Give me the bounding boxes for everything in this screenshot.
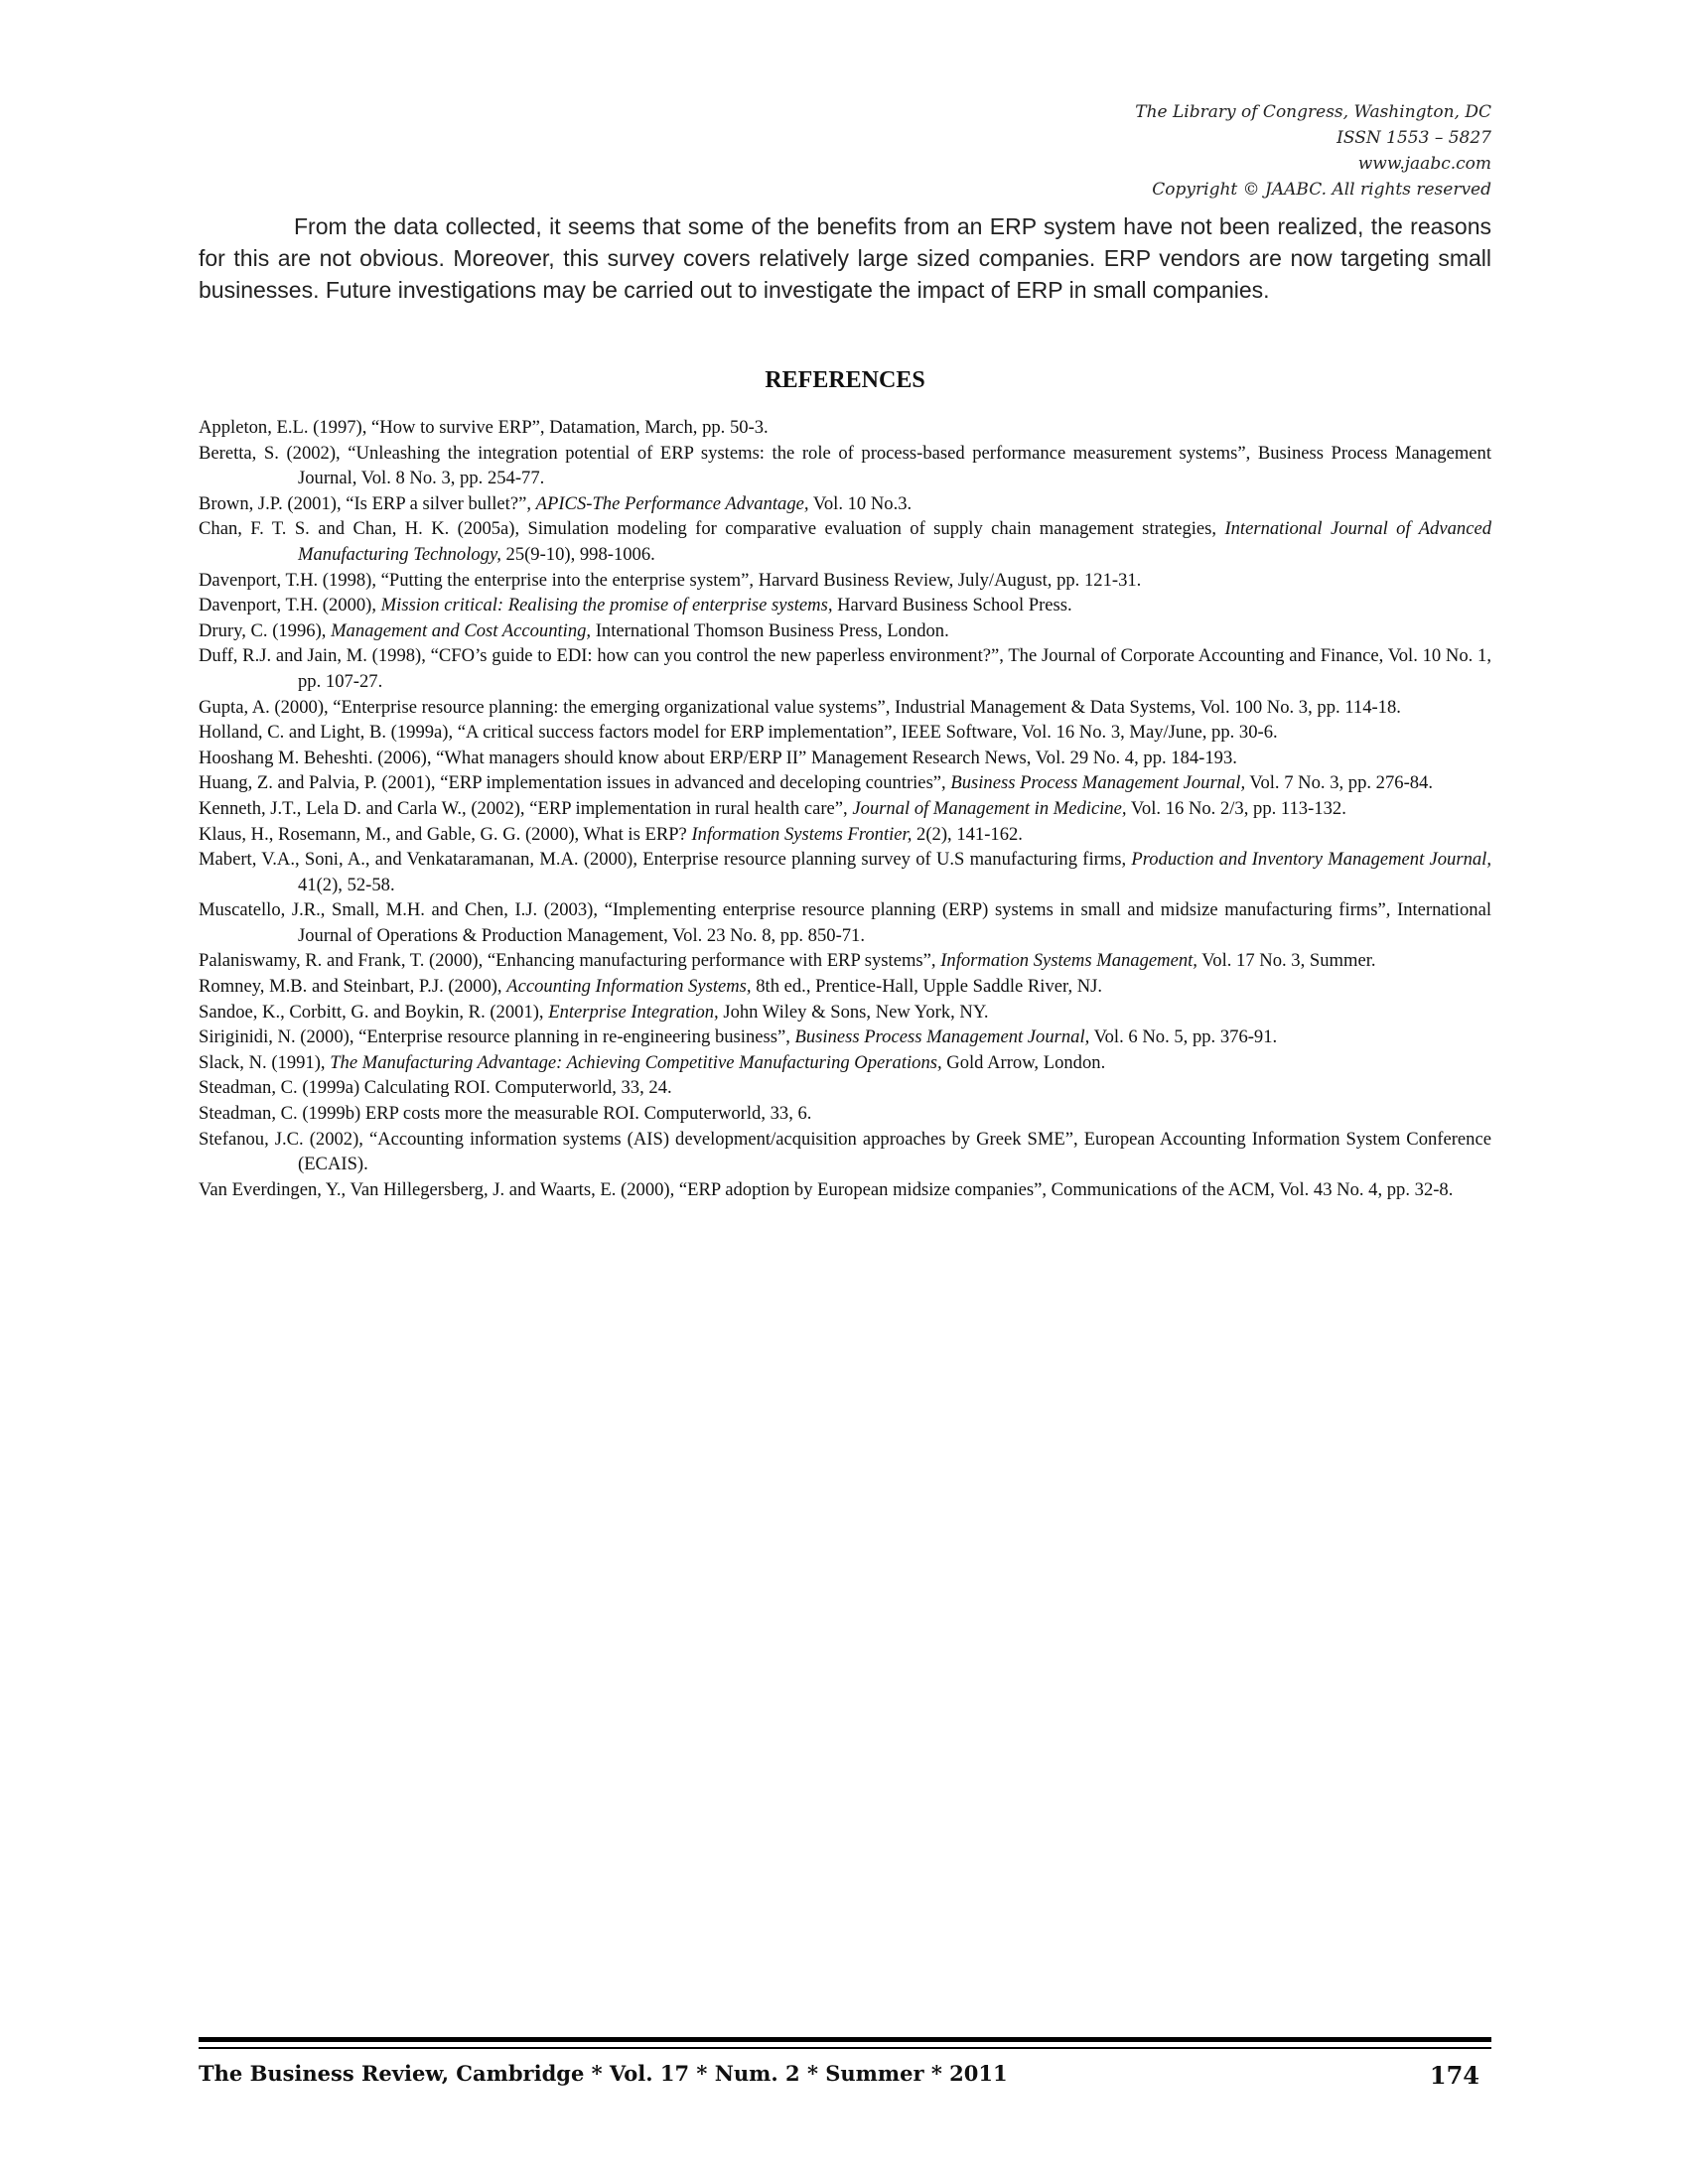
reference-text: Sandoe, K., Corbitt, G. and Boykin, R. (2001), (199, 1001, 549, 1023)
header-copyright: Copyright © JAABC. All rights reserved (1152, 180, 1491, 200)
paragraph-text: From the data collected, it seems that some of the benefits from an ERP system have not been realized, the reasons for this are not obvious. Moreover, this survey covers relatively large sized companies. ERP vendors are now targeting small businesses. Future investigations may be carried out to investigate the impact of ERP in small companies. (199, 213, 1491, 303)
reference-text-tail: 2(2), 141-162. (912, 823, 1023, 845)
reference-source-italic: International Journal of Advanced Manufacturing Technology, (298, 518, 1491, 565)
reference-item (199, 568, 1491, 594)
reference-item (199, 618, 1491, 644)
reference-source-italic: Information Systems Management, (940, 950, 1197, 972)
header-url: www.jaabc.com (1357, 154, 1491, 174)
reference-item (199, 1000, 1491, 1025)
reference-text-tail: 8th ed., Prentice-Hall, Upple Saddle River, NJ. (751, 976, 1103, 998)
reference-text: Steadman, C. (1999b) ERP costs more the measurable ROI. Computerworld, 33, 6. (199, 1103, 812, 1125)
header-library: The Library of Congress, Washington, DC (1135, 102, 1491, 122)
reference-text: Mabert, V.A., Soni, A., and Venkataramanan, M.A. (2000), Enterprise resource planning survey of U.S manufacturing firms, (199, 849, 1132, 871)
reference-list (199, 415, 1491, 1202)
reference-item (199, 643, 1491, 694)
reference-item (199, 847, 1491, 897)
reference-text: Van Everdingen, Y., Van Hillegersberg, J. and Waarts, E. (2000), “ERP adoption by European midsize companies”, Communications of the ACM, Vol. 43 No. 4, pp. 32-8. (199, 1178, 1454, 1200)
reference-text-tail: Vol. 10 No.3. (808, 492, 913, 514)
reference-source-italic: Mission critical: Realising the promise of enterprise systems, (380, 595, 833, 616)
reference-source-italic: Accounting Information Systems, (506, 976, 752, 998)
reference-item (199, 1024, 1491, 1050)
reference-text: Hooshang M. Beheshti. (2006), “What managers should know about ERP/ERP II” Management Research News, Vol. 29 No. 4, pp. 184-193. (199, 747, 1237, 768)
reference-text: Appleton, E.L. (1997), “How to survive ERP”, Datamation, March, pp. 50-3. (199, 417, 769, 438)
reference-text-tail: Vol. 17 No. 3, Summer. (1196, 950, 1376, 972)
header-issn: ISSN 1553 – 5827 (1336, 128, 1491, 148)
reference-text: Beretta, S. (2002), “Unleashing the integration potential of ERP systems: the role of process-based performance measurement systems”, Business Process Management Journal, Vol. 8 No. 3, pp. 254-77. (199, 442, 1491, 489)
reference-text: Davenport, T.H. (1998), “Putting the enterprise into the enterprise system”, Harvard Business Review, July/August, pp. 121-31. (199, 569, 1142, 591)
reference-text-tail: John Wiley & Sons, New York, NY. (718, 1001, 989, 1023)
reference-text: Brown, J.P. (2001), “Is ERP a silver bullet?”, (199, 492, 536, 514)
reference-text-tail: Vol. 16 No. 2/3, pp. 113-132. (1126, 797, 1346, 819)
reference-text: Palaniswamy, R. and Frank, T. (2000), “Enhancing manufacturing performance with ERP systems”, (199, 950, 941, 972)
page-number: 174 (1429, 2061, 1479, 2090)
reference-item (199, 491, 1491, 517)
reference-item (199, 441, 1491, 491)
reference-text: Siriginidi, N. (2000), “Enterprise resource planning in re-engineering business”, (199, 1026, 795, 1048)
reference-item (199, 1177, 1491, 1203)
reference-item (199, 1127, 1491, 1177)
reference-text: Romney, M.B. and Steinbart, P.J. (2000), (199, 976, 507, 998)
footer-rule-thin (199, 2047, 1491, 2049)
reference-text-tail: Vol. 6 No. 5, pp. 376-91. (1089, 1026, 1278, 1048)
reference-source-italic: Production and Inventory Management Journal, (1131, 849, 1491, 871)
reference-text: Steadman, C. (1999a) Calculating ROI. Computerworld, 33, 24. (199, 1077, 672, 1099)
reference-item (199, 695, 1491, 721)
reference-source-italic: Management and Cost Accounting, (331, 619, 592, 641)
reference-item (199, 1050, 1491, 1076)
reference-text: Drury, C. (1996), (199, 619, 332, 641)
reference-text: Stefanou, J.C. (2002), “Accounting information systems (AIS) development/acquisition approaches by Greek SME”, European Accounting Information System Conference (ECAIS). (199, 1128, 1491, 1175)
running-header (896, 99, 1491, 203)
reference-item (199, 1075, 1491, 1101)
reference-item (199, 897, 1491, 948)
reference-source-italic: Business Process Management Journal, (794, 1026, 1090, 1048)
reference-text: Klaus, H., Rosemann, M., and Gable, G. G. (2000), What is ERP? (199, 823, 692, 845)
reference-item (199, 593, 1491, 618)
footer (199, 2061, 1479, 2090)
reference-text-tail: 41(2), 52-58. (298, 874, 395, 895)
reference-source-italic: Information Systems Frontier, (691, 823, 913, 845)
reference-text-tail: Gold Arrow, London. (941, 1051, 1106, 1073)
reference-text-tail: 25(9-10), 998-1006. (500, 543, 655, 565)
reference-text: Huang, Z. and Palvia, P. (2001), “ERP implementation issues in advanced and deceloping countries”, (199, 772, 951, 794)
references-heading: REFERENCES (765, 367, 925, 393)
reference-source-italic: Journal of Management in Medicine, (852, 797, 1127, 819)
reference-text: Gupta, A. (2000), “Enterprise resource planning: the emerging organizational value systems”, Industrial Management & Data Systems, Vol. 100 No. 3, pp. 114-18. (199, 696, 1401, 718)
concluding-paragraph (199, 210, 1491, 306)
reference-source-italic: Enterprise Integration, (548, 1001, 719, 1023)
reference-text: Holland, C. and Light, B. (1999a), “A critical success factors model for ERP implementation”, IEEE Software, Vol. 16 No. 3, May/June, pp. 30-6. (199, 722, 1278, 744)
reference-item (199, 822, 1491, 848)
reference-text: Chan, F. T. S. and Chan, H. K. (2005a), Simulation modeling for comparative evaluation of supply chain management strategies, (199, 518, 1225, 540)
reference-source-italic: Business Process Management Journal, (950, 772, 1246, 794)
reference-item (199, 516, 1491, 567)
footer-journal: The Business Review, Cambridge * Vol. 17 * Num. 2 * Summer * 2011 (199, 2061, 1008, 2086)
reference-item (199, 720, 1491, 746)
reference-text-tail: Harvard Business School Press. (832, 595, 1072, 616)
reference-source-italic: APICS-The Performance Advantage, (535, 492, 809, 514)
reference-item (199, 974, 1491, 1000)
reference-item (199, 746, 1491, 771)
reference-item (199, 770, 1491, 796)
reference-text-tail: International Thomson Business Press, London. (591, 619, 949, 641)
reference-text: Kenneth, J.T., Lela D. and Carla W., (2002), “ERP implementation in rural health care”, (199, 797, 853, 819)
reference-text: Muscatello, J.R., Small, M.H. and Chen, I.J. (2003), “Implementing enterprise resource planning (ERP) systems in small and midsize manufacturing firms”, International Journal of Operations & Production Management, Vol. 23 No. 8, pp. 850-71. (199, 899, 1491, 946)
reference-item (199, 1101, 1491, 1127)
reference-text-tail: Vol. 7 No. 3, pp. 276-84. (1245, 772, 1434, 794)
reference-item (199, 796, 1491, 822)
reference-item (199, 948, 1491, 974)
reference-text: Duff, R.J. and Jain, M. (1998), “CFO’s guide to EDI: how can you control the new paperless environment?”, The Journal of Corporate Accounting and Finance, Vol. 10 No. 1, pp. 107-27. (199, 645, 1491, 692)
reference-item (199, 415, 1491, 441)
reference-text: Slack, N. (1991), (199, 1051, 331, 1073)
footer-rule-thick (199, 2037, 1491, 2042)
reference-text: Davenport, T.H. (2000), (199, 595, 381, 616)
reference-source-italic: The Manufacturing Advantage: Achieving Competitive Manufacturing Operations, (330, 1051, 942, 1073)
